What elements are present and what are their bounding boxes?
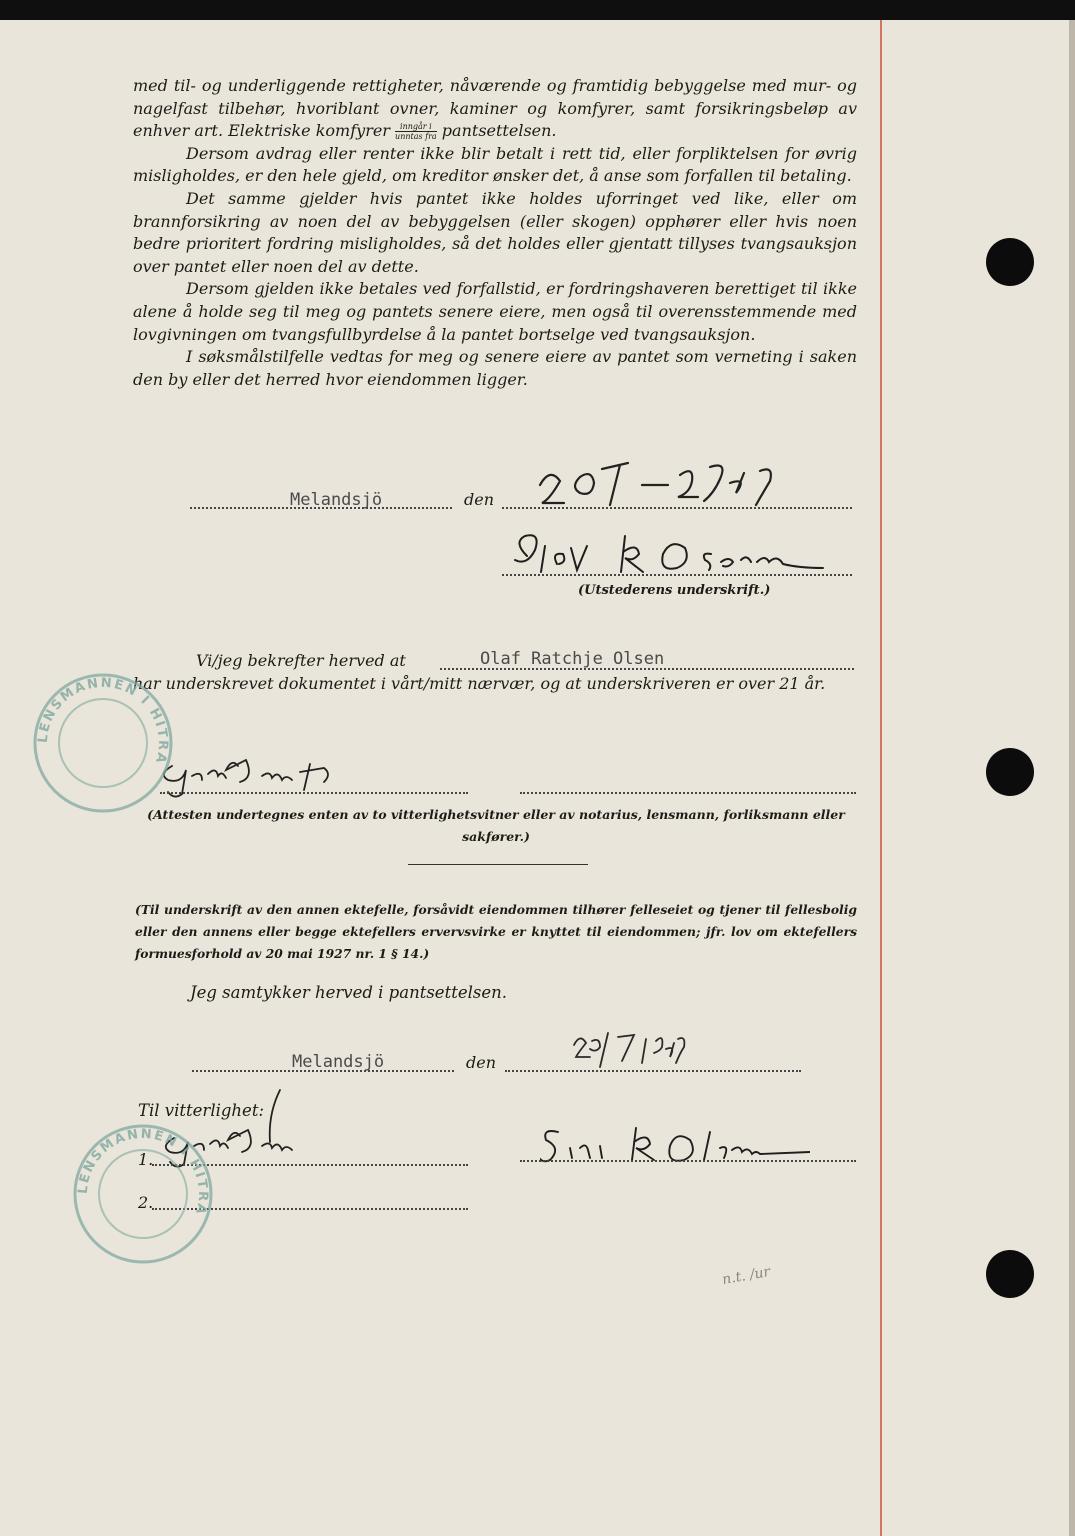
den-label-1: den	[464, 490, 495, 509]
confirm-prefix: Vi/jeg bekrefter herved at	[196, 651, 406, 670]
paragraph-1	[133, 75, 857, 143]
place-2: Melandsjö	[292, 1052, 385, 1072]
confirm-rest: har underskrevet dokumentet i vårt/mitt nærvær, og at underskriveren er over 21 år.	[133, 674, 826, 693]
signature-dotted-line-1	[502, 574, 852, 576]
attest-note: (Attesten undertegnes enten av to vitterlighetsvitner eller av notarius, lensmann, forliksmann eller sakfører.)	[147, 807, 845, 844]
paragraph-1-text: med til- og underliggende rettigheter, nåværende og framtidig bebyggelse med mur- og nagelfast tilbehør, hvoriblant ovner, kaminer og komfyrer, samt forsikringsbeløp av enhver art. Elektriske komfyrer	[133, 76, 857, 141]
svg-text:LENSMANNEN I HITRA: LENSMANNEN I HITRA	[35, 675, 171, 767]
pencil-margin-note: n.t. /ur	[720, 1263, 772, 1289]
paragraph-3: Det samme gjelder hvis pantet ikke holdes uforringet ved like, eller om brannforsikring av noen del av bebyggelsen (eller skogen) opphører eller hvis noen bedre prioritert fordring misligholdes, så det holdes eller gjentatt tillyses tvangsauksjon over pantet eller noen del av dette.	[133, 188, 857, 276]
den-label-2: den	[466, 1053, 497, 1072]
spouse-note: (Til underskrift av den annen ektefelle, forsåvidt eiendommen tilhører felleseiet og tjener til fellesbolig eller den annens eller begge ektefellers ervervsvirke er knyttet til eiendommen; jfr. lov om ektefellers formuesforhold av 20 mai 1927 nr. 1 § 14.)	[135, 902, 857, 961]
official-stamp-1	[28, 668, 178, 818]
place-1: Melandsjö	[290, 490, 383, 510]
witness-dotted-line-2	[520, 792, 856, 794]
punch-hole-2	[986, 748, 1034, 796]
witness-number-2: 2.	[138, 1193, 154, 1212]
issuer-signature	[505, 528, 845, 580]
handwritten-date-1	[530, 455, 820, 515]
consent-text: Jeg samtykker herved i pantsettelsen.	[190, 983, 507, 1002]
body-text	[133, 75, 857, 391]
paragraph-5: I søksmålstilfelle vedtas for meg og senere eiere av pantet som verneting i saken den by eller det herred hvor eiendommen ligger.	[133, 347, 857, 389]
fraction-tail: pantsettelsen.	[441, 121, 557, 141]
margin-rule	[880, 20, 882, 1536]
spouse-signature-dotted-line	[520, 1160, 856, 1162]
fraction-top: inngår i	[395, 122, 437, 132]
paragraph-4: Dersom gjelden ikke betales ved forfallstid, er fordringshaveren berettiget til ikke alene å holde seg til meg og pantets senere eiere, men også til overensstemmende med lovgivningen om tvangsfullbyrdelse å la pantet bortselge ved tvangsauksjon.	[133, 279, 857, 344]
confirm-name: Olaf Ratchje Olsen	[480, 649, 665, 669]
official-stamp-2	[68, 1104, 218, 1284]
section-divider	[408, 864, 588, 865]
handwritten-date-2	[570, 1025, 690, 1071]
witness-number-1: 1.	[138, 1150, 154, 1169]
issuer-signature-label: (Utstederens underskrift.)	[578, 583, 771, 598]
witness-dotted-line-1	[160, 792, 468, 794]
punch-hole-3	[986, 1250, 1034, 1298]
svg-text:LENSMANNEN I HITRA: LENSMANNEN I HITRA	[75, 1126, 211, 1218]
scan-top-border	[0, 0, 1075, 20]
paragraph-2: Dersom avdrag eller renter ikke blir betalt i rett tid, eller forpliktelsen for øvrig misligholdes, er den hele gjeld, om kreditor ønsker det, å anse som forfallen til betaling.	[133, 143, 857, 186]
punch-hole-1	[986, 238, 1034, 286]
fraction-bottom: unntas fra	[395, 132, 437, 142]
til-vitterlighet: Til vitterlighet:	[138, 1101, 265, 1120]
fraction-option	[395, 122, 437, 141]
page-edge	[1069, 20, 1075, 1536]
